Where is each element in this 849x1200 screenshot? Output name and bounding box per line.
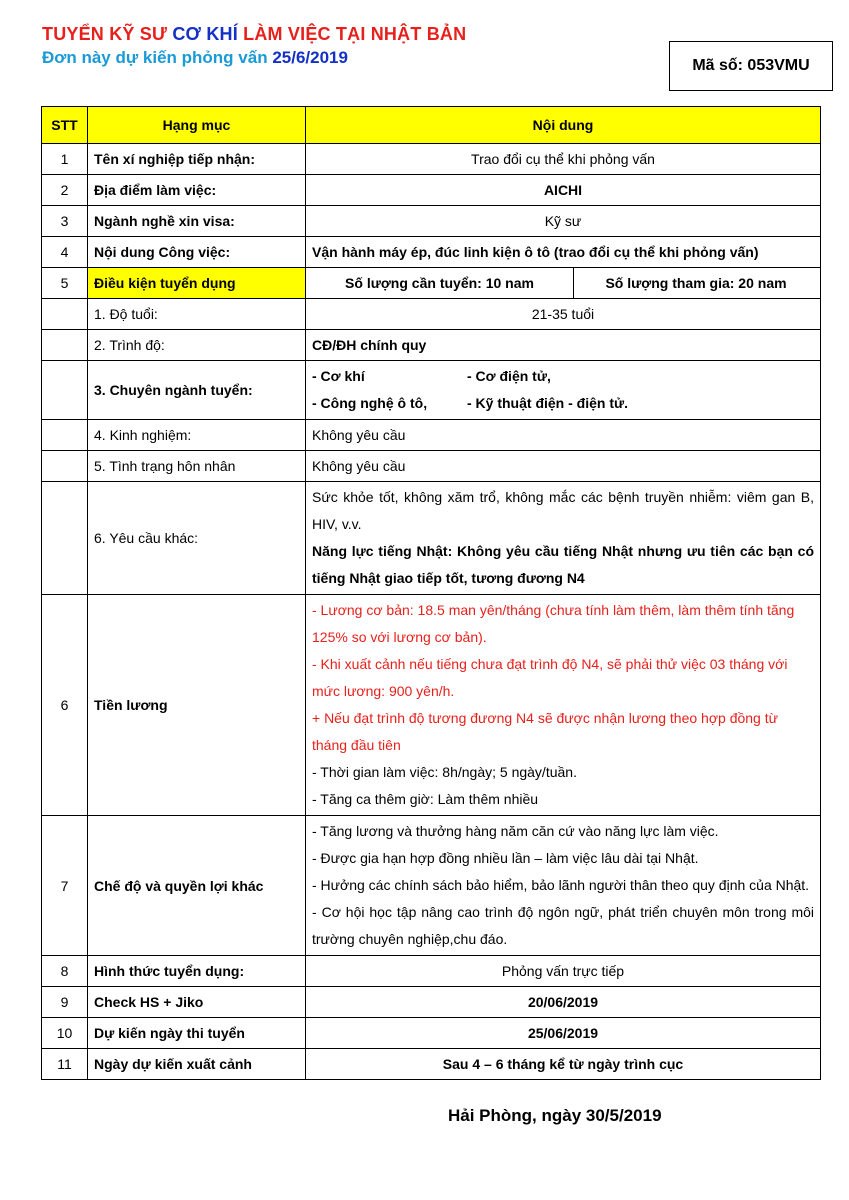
quota-participating: Số lượng tham gia: 20 nam (605, 275, 787, 291)
recruitment-table (41, 106, 821, 1080)
row-content: Vận hành máy ép, đúc linh kiện ô tô (trao đổi cụ thể khi phỏng vấn) (306, 237, 821, 268)
salary-line: - Thời gian làm việc: 8h/ngày; 5 ngày/tuần. (312, 764, 577, 780)
place-date: Hải Phòng, ngày 30/5/2019 (448, 1106, 662, 1125)
health-requirement: Sức khỏe tốt, không xăm trổ, không mắc các bệnh truyền nhiễm: viêm gan B, HIV, v.v. (312, 489, 814, 532)
row-content (306, 361, 821, 420)
table-row (42, 299, 821, 330)
row-item: Tiền lương (88, 595, 306, 816)
row-item: 5. Tình trạng hôn nhân (88, 451, 306, 482)
row-stt (42, 451, 88, 482)
row-item: Tên xí nghiệp tiếp nhận: (88, 144, 306, 175)
page-title (42, 24, 466, 45)
quota-needed: Số lượng cần tuyển: 10 nam (306, 268, 574, 298)
row-item: Ngành nghề xin visa: (88, 206, 306, 237)
salary-line: - Khi xuất cảnh nếu tiếng chưa đạt trình độ N4, sẽ phải thử việc 03 tháng với mức lương: 900 yên/h. (312, 656, 788, 699)
row-stt: 2 (42, 175, 88, 206)
header-stt: STT (42, 107, 88, 144)
row-stt (42, 299, 88, 330)
table-row (42, 361, 821, 420)
row-item: Địa điểm làm việc: (88, 175, 306, 206)
benefit-line: - Cơ hội học tập nâng cao trình độ ngôn ngữ, phát triển chuyên môn trong môi trường chuyên nghiệp,chu đáo. (312, 904, 814, 947)
table-row (42, 1049, 821, 1080)
row-item: 3. Chuyên ngành tuyển: (88, 361, 306, 420)
benefit-line: - Tăng lương và thưởng hàng năm căn cứ vào năng lực làm việc. (312, 823, 719, 839)
row-stt: 6 (42, 595, 88, 816)
table-row (42, 206, 821, 237)
row-content (306, 482, 821, 595)
row-content: Trao đổi cụ thể khi phỏng vấn (306, 144, 821, 175)
table-row (42, 330, 821, 361)
title-part-1: TUYỂN KỸ SƯ (42, 24, 173, 44)
row-content: 21-35 tuổi (306, 299, 821, 330)
table-row (42, 237, 821, 268)
major-2: - Cơ điện tử, (467, 368, 551, 384)
table-row (42, 144, 821, 175)
salary-line: + Nếu đạt trình độ tương đương N4 sẽ được nhận lương theo hợp đồng từ tháng đầu tiên (312, 710, 778, 753)
row-stt: 10 (42, 1018, 88, 1049)
row-item: Ngày dự kiến xuất cảnh (88, 1049, 306, 1080)
row-content (306, 816, 821, 956)
row-item: 1. Độ tuổi: (88, 299, 306, 330)
row-stt: 3 (42, 206, 88, 237)
row-content: 25/06/2019 (306, 1018, 821, 1049)
row-stt: 9 (42, 987, 88, 1018)
row-stt (42, 330, 88, 361)
title-part-3: LÀM VIỆC TẠI NHẬT BẢN (237, 24, 467, 44)
row-stt: 8 (42, 956, 88, 987)
table-row (42, 451, 821, 482)
row-content: AICHI (306, 175, 821, 206)
row-item: Dự kiến ngày thi tuyển (88, 1018, 306, 1049)
salary-line: - Tăng ca thêm giờ: Làm thêm nhiều (312, 791, 539, 807)
row-content: Sau 4 – 6 tháng kể từ ngày trình cục (306, 1049, 821, 1080)
table-header-row (42, 107, 821, 144)
interview-date-line (42, 48, 348, 68)
row-content (306, 595, 821, 816)
table-row (42, 956, 821, 987)
language-requirement: Năng lực tiếng Nhật: Không yêu cầu tiếng Nhật nhưng ưu tiên các bạn có tiếng Nhật giao tiếp tốt, tương đương N4 (312, 543, 814, 586)
benefit-line: - Hưởng các chính sách bảo hiểm, bảo lãnh người thân theo quy định của Nhật. (312, 877, 810, 893)
row-stt: 5 (42, 268, 88, 299)
row-stt: 7 (42, 816, 88, 956)
row-stt: 11 (42, 1049, 88, 1080)
row-content: Không yêu cầu (306, 451, 821, 482)
major-4: - Kỹ thuật điện - điện tử. (467, 395, 629, 411)
row-content (306, 268, 821, 299)
row-item: Chế độ và quyền lợi khác (88, 816, 306, 956)
code-text: Mã số: 053VMU (692, 57, 810, 74)
row-item: Điều kiện tuyển dụng (88, 268, 306, 299)
row-item: Hình thức tuyển dụng: (88, 956, 306, 987)
major-3: - Công nghệ ô tô, (312, 395, 428, 411)
row-content: Phỏng vấn trực tiếp (306, 956, 821, 987)
row-stt: 1 (42, 144, 88, 175)
header-item: Hạng mục (88, 107, 306, 144)
major-1: - Cơ khí (312, 368, 365, 384)
table-row (42, 595, 821, 816)
subtitle-prefix: Đơn này dự kiến phỏng vấn (42, 48, 273, 67)
row-stt (42, 482, 88, 595)
row-content: 20/06/2019 (306, 987, 821, 1018)
row-content: Kỹ sư (306, 206, 821, 237)
row-item: 4. Kinh nghiệm: (88, 420, 306, 451)
row-stt: 4 (42, 237, 88, 268)
table-row (42, 1018, 821, 1049)
row-item: 2. Trình độ: (88, 330, 306, 361)
row-item: Nội dung Công việc: (88, 237, 306, 268)
table-row (42, 816, 821, 956)
header-content: Nội dung (306, 107, 821, 144)
row-content: Không yêu cầu (306, 420, 821, 451)
salary-line: - Lương cơ bản: 18.5 man yên/tháng (chưa tính làm thêm, làm thêm tính tăng 125% so với lương cơ bản). (312, 602, 795, 645)
table-row (42, 175, 821, 206)
code-box (669, 41, 833, 91)
benefit-line: - Được gia hạn hợp đồng nhiều lần – làm việc lâu dài tại Nhật. (312, 850, 699, 866)
row-content: CĐ/ĐH chính quy (306, 330, 821, 361)
row-item: Check HS + Jiko (88, 987, 306, 1018)
row-stt (42, 361, 88, 420)
table-row (42, 420, 821, 451)
table-row (42, 268, 821, 299)
table-row (42, 482, 821, 595)
subtitle-date: 25/6/2019 (272, 48, 348, 67)
table-row (42, 987, 821, 1018)
title-part-2: CƠ KHÍ (172, 24, 238, 44)
row-item: 6. Yêu cầu khác: (88, 482, 306, 595)
row-stt (42, 420, 88, 451)
